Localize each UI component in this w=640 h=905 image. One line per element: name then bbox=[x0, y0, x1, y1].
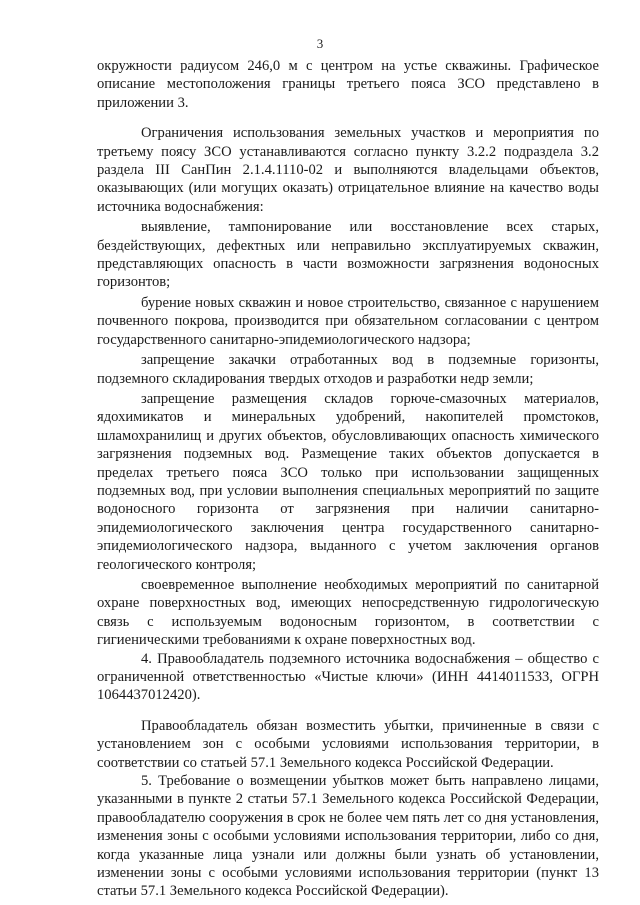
paragraph-new-drilling: бурение новых скважин и новое строительство, связанное с нарушением почвенного покрова, производится при обязательном согласовании с центром государственного санитарно-эпидемиологического надзора; bbox=[97, 294, 599, 348]
paragraph-damages: Правообладатель обязан возместить убытки, причиненные в связи с установлением зон с особыми условиями использования территории, в соответствии со статьей 57.1 Земельного кодекса Российской Федерации. bbox=[97, 717, 599, 771]
paragraph-well-plugging: выявление, тампонирование или восстановление всех старых, бездействующих, дефектных или неправильно эксплуатируемых скважин, представляющих опасность в части возможности загрязнения водоносных горизонтов; bbox=[97, 219, 599, 291]
paragraph-injection-ban: запрещение закачки отработанных вод в подземные горизонты, подземного складирования твердых отходов и разработки недр земли; bbox=[97, 352, 599, 387]
paragraph-zone-boundary: окружности радиусом 246,0 м с центром на устье скважины. Графическое описание местоположения границы третьего пояса ЗСО представлено в приложении 3. bbox=[97, 58, 599, 111]
paragraph-claim-terms: 5. Требование о возмещении убытков может быть направлено лицами, указанными в пункте 2 статьи 57.1 Земельного кодекса Российской Федерации, правообладателю сооружения в срок не более чем пять лет со дня установления, изменения зоны с особыми условиями использования территории, либо со дня, когда указанные лица узнали или должны были узнать об установлении, изменении зоны с особыми условиями использования территории (пункт 13 статьи 57.1 Земельного кодекса Российской Федерации). bbox=[97, 773, 599, 900]
paragraph-rights-holder: 4. Правообладатель подземного источника водоснабжения – общество с ограниченной ответственностью «Чистые ключи» (ИНН 4414011533, ОГРН 1064437012420). bbox=[97, 650, 599, 704]
paragraph-storage-ban: запрещение размещения складов горюче-смазочных материалов, ядохимикатов и минеральных удобрений, накопителей промстоков, шламохранилищ и других объектов, обусловливающих опасность химического загрязнения подземных вод. Размещение таких объектов допускается в пределах третьего пояса ЗСО только при использовании защищенных подземных вод, при условии выполнения специальных мероприятий по защите водоносного горизонта от загрязнения при наличии санитарно-эпидемиологического заключения центра государственного санитарно-эпидемиологического надзора, выданного с учетом заключения органов геологического контроля; bbox=[97, 390, 599, 573]
document-body bbox=[97, 57, 599, 901]
paragraph-surface-water: своевременное выполнение необходимых мероприятий по санитарной охране поверхностных вод, имеющих непосредственную гидрологическую связь с используемым водоносным горизонтом, в соответствии с гигиеническими требованиями к охране поверхностных вод. bbox=[97, 576, 599, 649]
page-number: 3 bbox=[316, 36, 324, 51]
paragraph-restrictions-intro: Ограничения использования земельных участков и мероприятия по третьему поясу ЗСО устанавливаются согласно пункту 3.2.2 подраздела 3.2 раздела III СанПин 2.1.4.1110-02 и выполняются владельцами объектов, оказывающих (или могущих оказать) отрицательное влияние на качество воды источника водоснабжения: bbox=[97, 125, 599, 215]
